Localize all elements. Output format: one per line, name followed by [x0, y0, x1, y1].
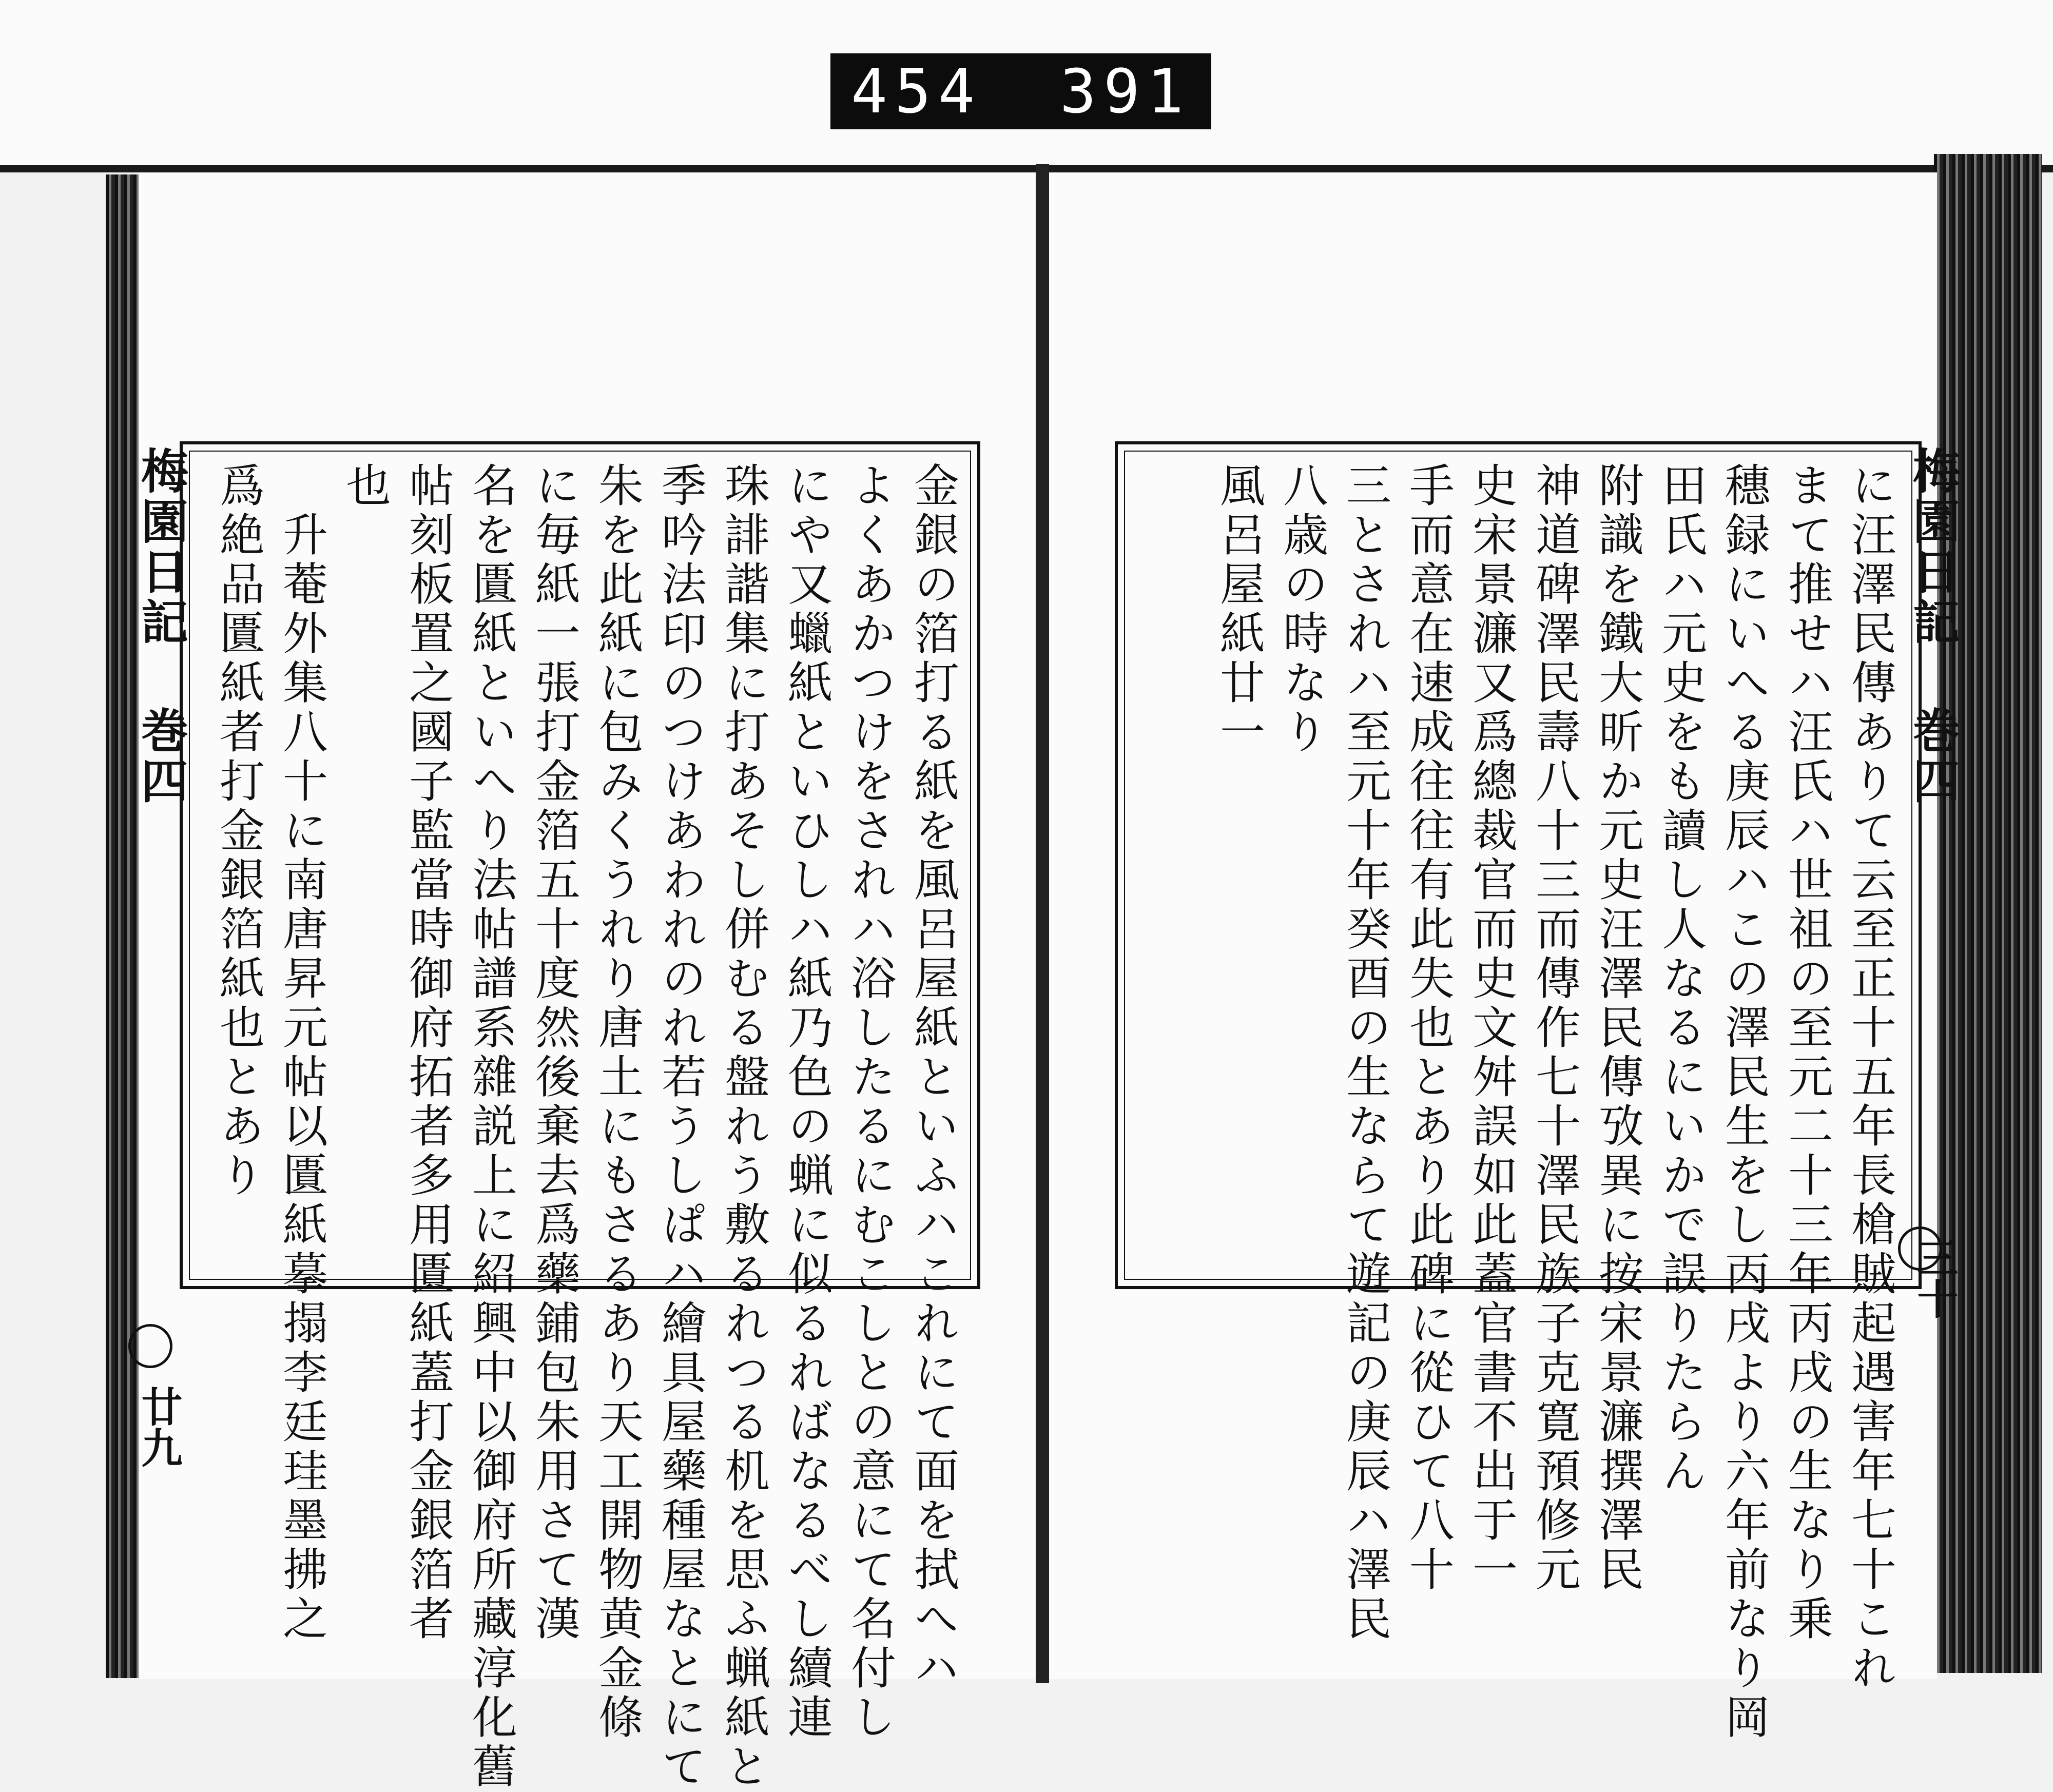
left-folio-mark [128, 1324, 172, 1368]
right-page-stack-edge [1934, 154, 2042, 1673]
reference-number-right: 391 [1059, 56, 1191, 127]
left-running-head: 梅園日記 巻四 [133, 446, 189, 807]
reference-number-left: 454 [851, 56, 982, 127]
book-top-edge [0, 165, 2053, 172]
left-folio-number: 廿九 [134, 1386, 183, 1468]
right-folio-number: 三十 [1910, 1237, 1959, 1319]
right-page-body-text: に汪澤民傳ありて云至正十五年長槍賊起遇害年七十これ まて推せハ汪氏ハ世祖の至元二十三年丙戌の生なり乗 穗録にいへる庚辰ハこの澤民生をし丙戌より六年前なり岡 田氏ハ元史をも讀し人なるにいかで誤りたらん 附識を鐵大昕か元史汪澤民傳攷異に按宋景濂撰澤民 神道碑澤民壽八十三而傳作七十澤民族子克寛預修元 史宋景濂又爲總裁官而史文舛誤如此蓋官書不出于一 手而意在速成往往有此失也とあり此碑に從ひて八十 三とされハ至元十年癸酉の生ならて遊記の庚辰ハ澤民 八歳の時なり 風呂屋紙廿一 [1213, 462, 1897, 1743]
left-page-body-text: 金銀の箔打る紙を風呂屋紙といふハこれにて面を拭へハ よくあかつけをされハ浴したるにむこしとの意にて名付し にや又蠟紙といひしハ紙乃色の蝋に似るればなるべし續連 珠誹諧集に打あそし併むる盤れう敷るれつる机を思ふ蝋紙と 季吟法印のつけあわれのれ若うしぱハ繪具屋藥種屋なとにて 朱を此紙に包みくうれり唐土にもさるあり天工開物黄金條 に毎紙一張打金箔五十度然後棄去爲藥鋪包朱用さて漢 名を匱紙といへり法帖譜系雜説上に紹興中以御府所藏淳化舊 帖刻板置之國子監當時御府拓者多用匱紙蓋打金銀箔者 也 升菴外集八十に南唐昇元帖以匱紙摹搨李廷珪墨拂之 爲絶品匱紙者打金銀箔紙也とあり [212, 462, 960, 1792]
right-running-head: 梅園日記 巻四 [1905, 446, 1961, 807]
archive-reference-label [830, 53, 1211, 129]
book-gutter [1036, 164, 1049, 1683]
